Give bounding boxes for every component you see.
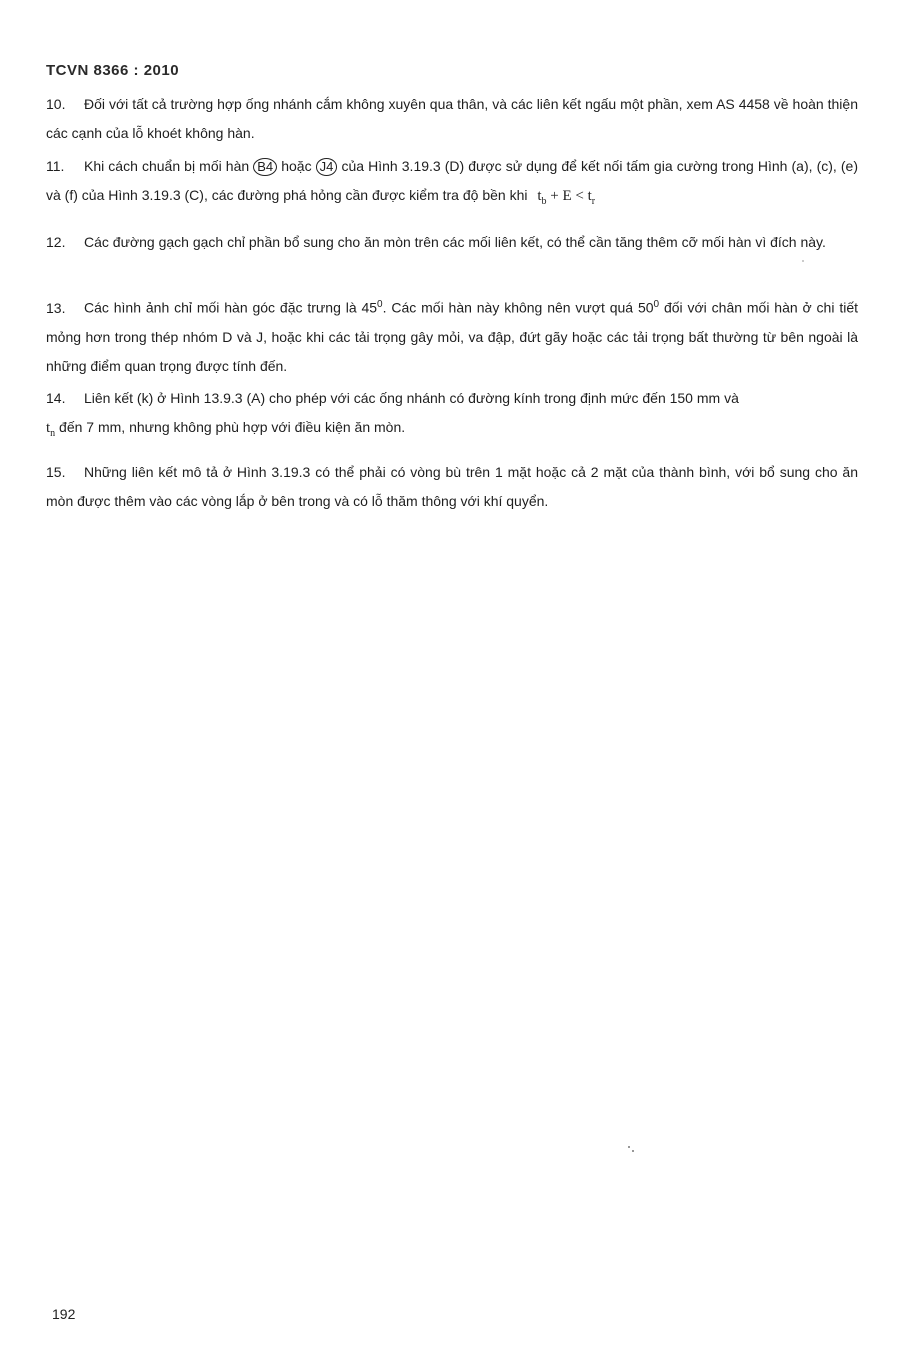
note-11 (46, 152, 858, 216)
note-text-pre: Khi cách chuẩn bị mối hàn (84, 158, 250, 174)
scan-speck (628, 1146, 630, 1148)
note-number: 14. (46, 390, 66, 406)
note-number: 13. (46, 299, 66, 316)
degree-superscript: 0 (377, 299, 383, 310)
weld-symbol-j4: J4 (316, 158, 338, 176)
note-15 (46, 458, 858, 516)
note-number: 10. (46, 96, 66, 112)
note-text: Những liên kết mô tả ở Hình 3.19.3 có thể phải có vòng bù trên 1 mặt hoặc cả 2 mặt của thành bình, với bổ sung cho ăn mòn được thêm vào các vòng lắp ở bên trong và có lỗ thăm thông với khí quyển. (46, 464, 858, 509)
standard-code: TCVN 8366 : 2010 (46, 62, 180, 79)
thickness-symbol: $t_n$ (46, 420, 56, 439)
note-number: 12. (46, 234, 66, 250)
note-text-post: của Hình 3.19.3 (D) được sử dụng để kết nối tấm gia cường trong Hình (a), (c), (e) và (f) của Hình 3.19.3 (C), các đường phá hỏng cần được kiểm tra độ bền khi (46, 158, 859, 203)
note-text: Đối với tất cả trường hợp ống nhánh cắm không xuyên qua thân, và các liên kết ngấu một phần, xem AS 4458 về hoàn thiện các cạnh của lỗ khoét không hàn. (46, 96, 858, 141)
note-14 (46, 384, 858, 448)
note-text-pre: Liên kết (k) ở Hình 13.9.3 (A) cho phép với các ống nhánh có đường kính trong định mức đến 150 mm và (84, 390, 739, 406)
note-text: Các đường gạch gạch chỉ phần bổ sung cho ăn mòn trên các mối liên kết, có thể cần tăng thêm cỡ mối hàn vì đích này. (84, 234, 826, 250)
note-text-post: đến 7 mm, nhưng không phù hợp với điều kiện ăn mòn. (55, 419, 406, 435)
note-number: 11. (46, 158, 65, 174)
note-text-mid: . Các mối hàn này không nên vượt quá 50 (382, 299, 654, 316)
note-text-pre: Các hình ảnh chỉ mối hàn góc đặc trưng là 45 (84, 299, 378, 316)
scan-speck (632, 1150, 634, 1152)
scan-speck (802, 260, 804, 262)
note-12 (46, 228, 858, 257)
page-number: 192 (52, 1306, 76, 1322)
note-10 (46, 90, 858, 148)
note-13 (46, 290, 858, 381)
weld-symbol-b4: B4 (253, 158, 277, 176)
strength-formula: $t_b + E < t_r$ (537, 188, 596, 207)
note-number: 15. (46, 464, 66, 480)
note-text-mid: hoặc (281, 158, 312, 174)
note-text-post: đối với chân mối hàn ở chi tiết mỏng hơn trong thép nhóm D và J, hoặc khi các tải trọng gây mỏi, va đập, đứt gãy hoặc các tải trọng bất thường từ bên ngoài là những điểm quan trọng được tính đến. (46, 299, 858, 374)
degree-superscript: 0 (653, 299, 660, 310)
